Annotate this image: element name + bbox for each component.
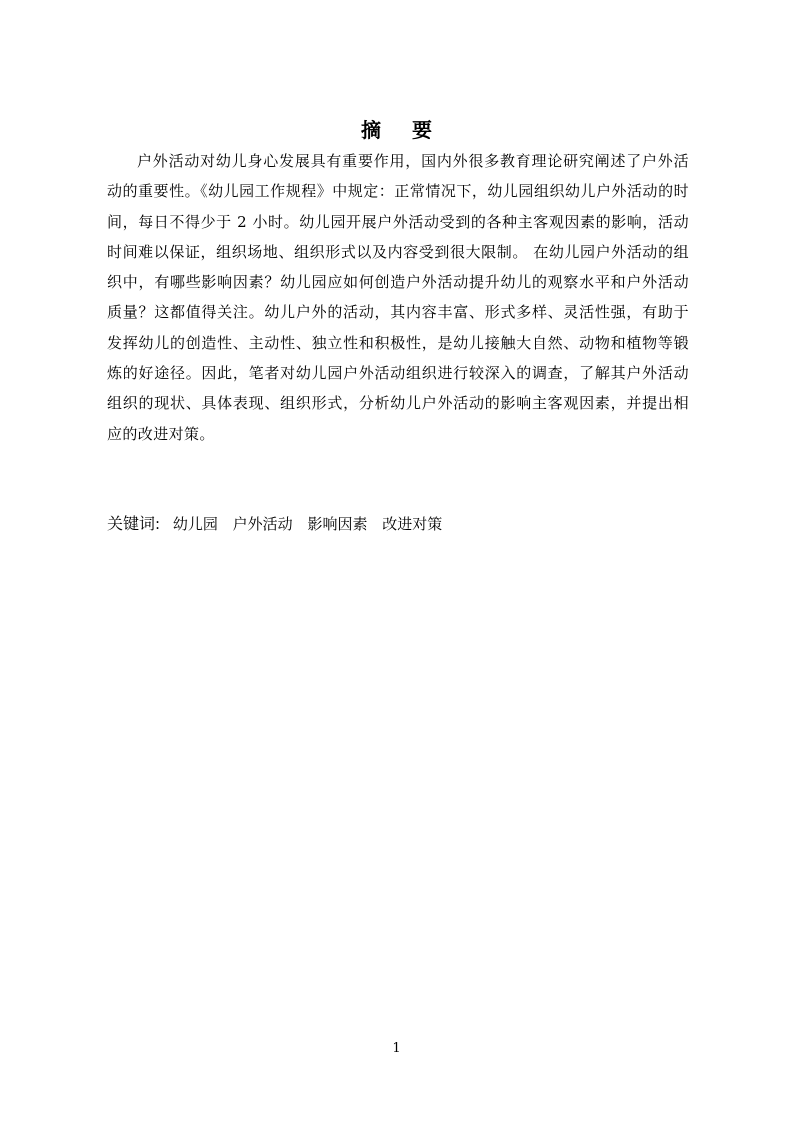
- keyword-item: 改进对策: [382, 515, 443, 533]
- keyword-item: 户外活动: [232, 515, 293, 533]
- keywords-label: 关键词: [107, 514, 156, 533]
- keywords-separator: :: [155, 515, 161, 533]
- keyword-item: 影响因素: [307, 515, 368, 533]
- keyword-item: 幼儿园: [172, 515, 218, 533]
- abstract-paragraph: 户外活动对幼儿身心发展具有重要作用，国内外很多教育理论研究阐述了户外活动的重要性。《幼儿园工作规程》中规定：正常情况下，幼儿园组织幼儿户外活动的时间，每日不得少于 2 小时。幼儿园开展户外活动受到的各种主客观因素的影响，活动时间难以保证，组织场地、组织形式以及内容受到很大限制。 在幼儿园户外活动的组织中，有哪些影响因素？幼儿园应如何创造户外活动提升幼儿的观察水平和户外活动质量？这都值得关注。幼儿户外的活动，其内容丰富、形式多样、灵活性强，有助于发挥幼儿的创造性、主动性、独立性和积极性，是幼儿接触大自然、动物和植物等锻炼的好途径。因此，笔者对幼儿园户外活动组织进行较深入的调查，了解其户外活动组织的现状、具体表现、组织形式，分析幼儿户外活动的影响主客观因素，并提出相应的改进对策。: [107, 152, 689, 443]
- page-number: 1: [392, 1041, 401, 1056]
- abstract-title: 摘 要: [361, 118, 444, 142]
- keywords-line: [107, 510, 689, 538]
